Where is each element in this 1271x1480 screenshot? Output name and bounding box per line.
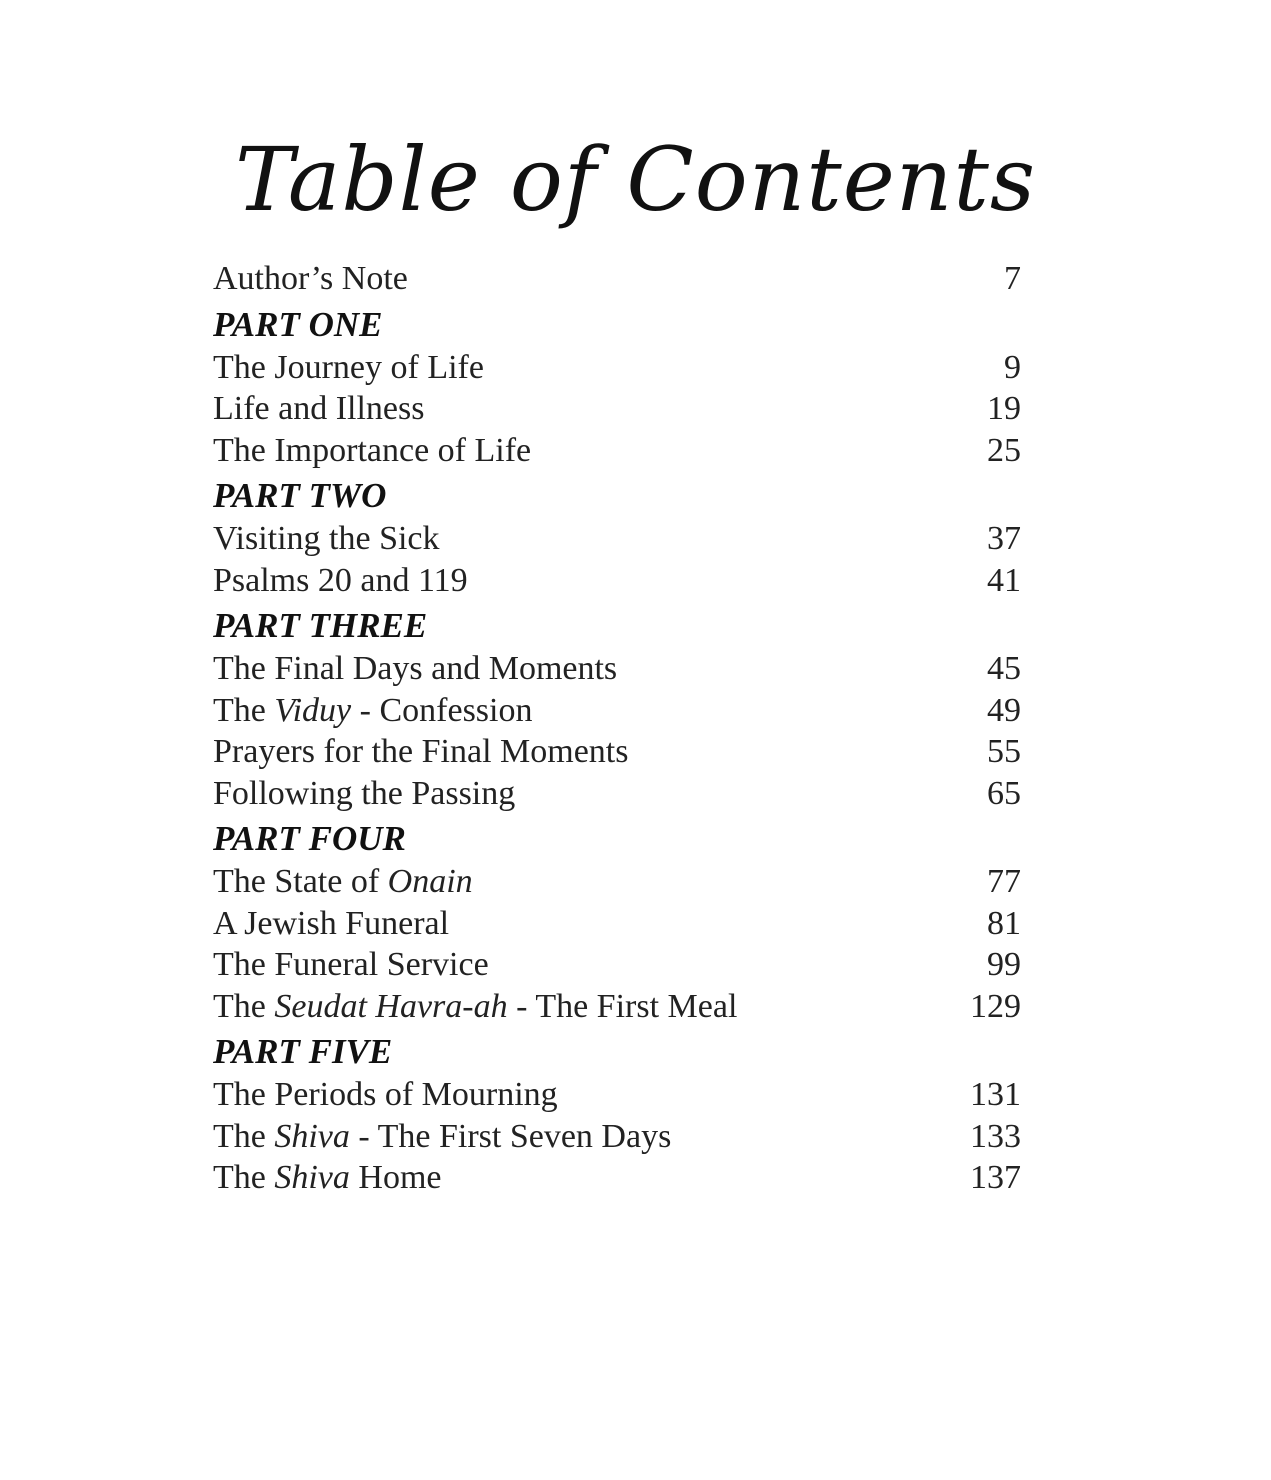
toc-entry-title bbox=[213, 648, 617, 690]
toc-entry-page-number: 99 bbox=[987, 946, 1021, 983]
part-heading bbox=[213, 1027, 1021, 1074]
part-heading-label bbox=[213, 814, 406, 863]
table-of-contents bbox=[213, 258, 1021, 1199]
toc-entry bbox=[213, 388, 1021, 430]
toc-entry-title bbox=[213, 861, 473, 903]
part-heading bbox=[213, 601, 1021, 648]
title-text: The Funeral Service bbox=[213, 946, 489, 983]
title-text: Prayers for the Final Moments bbox=[213, 733, 629, 770]
toc-entry-page-number: 19 bbox=[987, 390, 1021, 427]
title-text: The State of bbox=[213, 863, 388, 900]
toc-entry-title bbox=[213, 347, 484, 389]
toc-entry-page-number: 37 bbox=[987, 520, 1021, 557]
title-text: Visiting the Sick bbox=[213, 520, 440, 557]
toc-entry-page-number: 55 bbox=[987, 733, 1021, 770]
toc-entry-page-number: 81 bbox=[987, 904, 1021, 942]
toc-entry-page-number: 65 bbox=[987, 774, 1021, 812]
page-title: Table of Contents bbox=[234, 128, 1036, 231]
title-text: - Confession bbox=[351, 691, 533, 729]
toc-entry-title bbox=[213, 560, 468, 602]
title-text: The bbox=[213, 1159, 275, 1196]
part-heading bbox=[213, 814, 1021, 861]
part-heading-label bbox=[213, 601, 427, 650]
toc-entry-title bbox=[213, 1074, 558, 1116]
toc-entry-title bbox=[213, 388, 425, 430]
toc-entry-title bbox=[213, 1116, 671, 1158]
toc-entry-page-number: 77 bbox=[987, 863, 1021, 900]
toc-entry-page-number: 9 bbox=[1004, 348, 1021, 386]
toc-entry-page-number: 45 bbox=[987, 650, 1021, 687]
toc-entry-title bbox=[213, 430, 531, 472]
toc-entry bbox=[213, 903, 1021, 945]
title-text: Following the Passing bbox=[213, 774, 516, 812]
toc-entry bbox=[213, 560, 1021, 602]
toc-entry-title bbox=[213, 690, 532, 732]
title-text: Psalms 20 and 119 bbox=[213, 561, 468, 599]
title-text: The Final Days and Moments bbox=[213, 650, 618, 687]
toc-entry bbox=[213, 986, 1021, 1028]
toc-entry bbox=[213, 1157, 1021, 1199]
title-text: PART ONE bbox=[213, 304, 383, 344]
toc-entry bbox=[213, 648, 1021, 690]
toc-entry-title bbox=[213, 731, 629, 773]
italic-term: Shiva bbox=[274, 1117, 350, 1155]
toc-entry bbox=[213, 1116, 1021, 1158]
toc-entry bbox=[213, 731, 1021, 773]
toc-entry-title bbox=[213, 986, 737, 1028]
toc-entry-page-number: 25 bbox=[987, 431, 1021, 469]
title-text: PART TWO bbox=[213, 476, 387, 515]
toc-entry bbox=[213, 861, 1021, 903]
toc-entry bbox=[213, 430, 1021, 472]
toc-entry bbox=[213, 1074, 1021, 1116]
title-text: The Importance of Life bbox=[213, 431, 532, 469]
toc-entry-page-number: 137 bbox=[970, 1159, 1021, 1196]
italic-term: Shiva bbox=[274, 1159, 350, 1196]
toc-entry-title bbox=[213, 1157, 442, 1199]
toc-entry-page-number: 133 bbox=[970, 1117, 1021, 1155]
title-text: - The First Seven Days bbox=[349, 1117, 672, 1155]
italic-term: Viduy bbox=[274, 691, 352, 729]
title-text: A Jewish Funeral bbox=[213, 904, 450, 942]
italic-term: Onain bbox=[387, 863, 473, 900]
part-heading-label bbox=[213, 1027, 392, 1076]
title-text: - The First Meal bbox=[507, 987, 738, 1025]
title-text: PART THREE bbox=[213, 606, 428, 645]
toc-entry-page-number: 131 bbox=[970, 1076, 1021, 1113]
title-text: Life and Illness bbox=[213, 390, 425, 427]
toc-entry-title bbox=[213, 903, 449, 945]
toc-entry-page-number: 41 bbox=[987, 561, 1021, 599]
toc-entry-title bbox=[213, 944, 489, 986]
toc-entry bbox=[213, 518, 1021, 560]
title-text: Author’s Note bbox=[213, 260, 408, 297]
part-heading bbox=[213, 300, 1021, 347]
part-heading-label bbox=[213, 471, 386, 520]
italic-term: Seudat Havra-ah bbox=[274, 987, 508, 1025]
toc-entry bbox=[213, 944, 1021, 986]
title-text: The bbox=[213, 1117, 275, 1155]
toc-entry-page-number: 7 bbox=[1004, 260, 1021, 297]
toc-entry bbox=[213, 347, 1021, 389]
title-text: The bbox=[213, 691, 275, 729]
part-heading-label bbox=[213, 300, 383, 349]
toc-entry bbox=[213, 773, 1021, 815]
title-text: The Periods of Mourning bbox=[213, 1076, 558, 1113]
title-text: The Journey of Life bbox=[213, 348, 484, 386]
toc-entry bbox=[213, 690, 1021, 732]
toc-entry-title bbox=[213, 518, 440, 560]
toc-entry-title bbox=[213, 773, 515, 815]
toc-entry-page-number: 129 bbox=[970, 987, 1021, 1025]
title-text: PART FIVE bbox=[213, 1032, 393, 1071]
toc-entry bbox=[213, 258, 1021, 300]
title-text: Home bbox=[349, 1159, 442, 1196]
toc-entry-page-number: 49 bbox=[987, 691, 1021, 729]
toc-entry-title bbox=[213, 258, 408, 300]
title-text: PART FOUR bbox=[213, 819, 406, 858]
part-heading bbox=[213, 471, 1021, 518]
title-text: The bbox=[213, 987, 275, 1025]
